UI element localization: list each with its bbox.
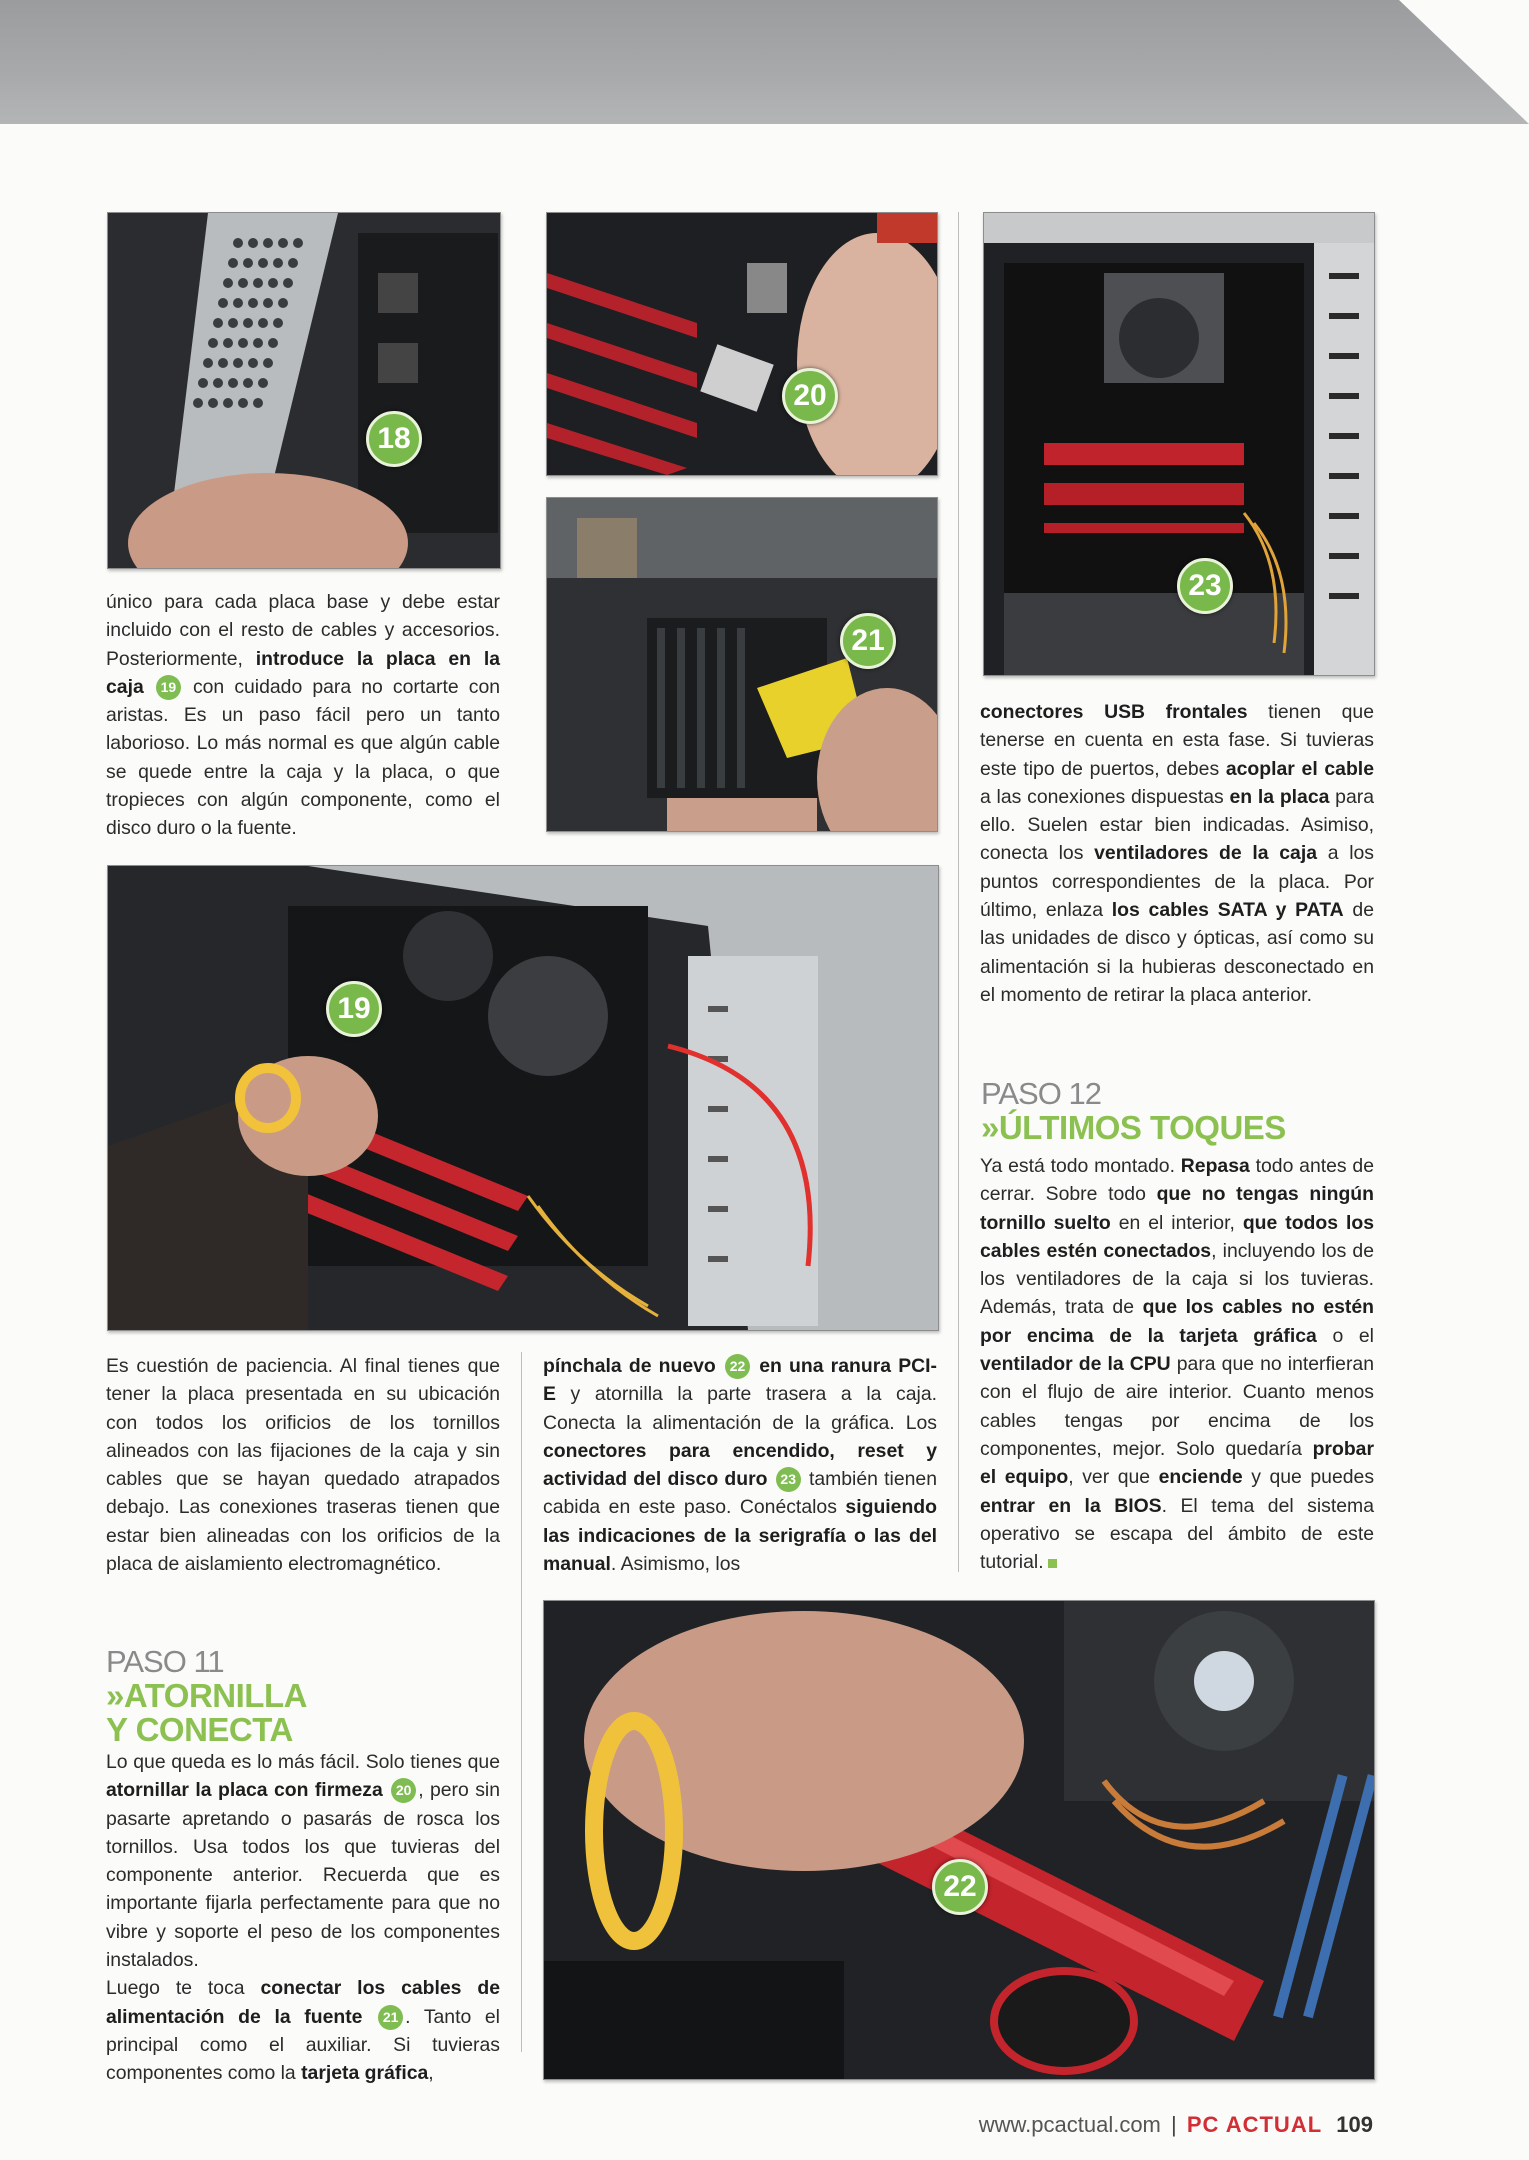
bold-run: enciende (1158, 1466, 1243, 1489)
photo-21-power-cables (546, 497, 938, 832)
photo-20-screwing (546, 212, 938, 476)
step-title: »ÚLTIMOS TOQUES (981, 1109, 1286, 1146)
figure-ref-20: 20 (391, 1778, 416, 1803)
photo-23-installed-board (983, 212, 1375, 676)
figure-ref-21: 21 (378, 2005, 403, 2030)
photo-22-graphics-card (543, 1600, 1375, 2080)
text-run: a los puntos correspondientes de la placa. Por último, enlaza (980, 842, 1374, 922)
magazine-name: PC ACTUAL (1186, 2112, 1323, 2137)
step-title-line-1: »ATORNILLA (106, 1677, 307, 1714)
text-run: . Tanto el principal como el auxiliar. Si tuvieras componentes como la (106, 2005, 500, 2085)
bold-run: en la placa (1229, 785, 1330, 808)
text-run: y atornilla la parte trasera a la caja. Conecta la alimentación de la gráfica. Los (543, 1383, 937, 1434)
text-run: o el (1316, 1324, 1374, 1347)
text-run: para ello. Suelen estar bien indicadas. Asimiso, conecta los (980, 785, 1374, 865)
figure-ref-22: 22 (725, 1354, 750, 1379)
text-run: Ya está todo montado. (980, 1155, 1181, 1177)
step-title-line-2: Y CONECTA (106, 1711, 293, 1748)
text-run: con cuidado para no cortarte con aristas. Es un paso fácil pero un tanto laborioso. Lo más normal es que algún cable se quede entre la caja y la placa, o que tropieces con algún componente, como el disco duro o la fuente. (106, 675, 501, 840)
text-run: todo antes de cerrar. Sobre todo (980, 1155, 1374, 1206)
step-badge-22: 22 (932, 1859, 988, 1915)
col1-top-text (106, 588, 500, 843)
step-badge-20: 20 (782, 368, 838, 424)
text-run: Lo que queda es lo más fácil. Solo tienes que (106, 1751, 500, 1773)
text-run: Luego te toca (106, 1977, 261, 2000)
footer-separator: | (1171, 2112, 1177, 2137)
text-run: , ver que (1068, 1466, 1159, 1489)
step-badge-18: 18 (366, 411, 422, 467)
text-run: también tienen cabida en este paso. Conéctalos (543, 1468, 937, 1519)
text-run: , pero sin pasarte apretando o pasarás de rosca los tornillos. Usa todos los que tuvieras del componente anterior. Recuerda que es importante fijarla perfectamente para que no vibre y soporte el peso de los componentes instalados. (106, 1779, 501, 1972)
col3-text (980, 698, 1374, 1009)
bold-run: conectar los cables de alimentación de la fuente (106, 1977, 500, 2028)
bold-run: que los cables no estén por encima de la tarjeta gráfica (980, 1296, 1374, 1347)
bold-run: atornillar la placa con firmeza (106, 1779, 383, 1802)
step-12-heading (981, 1077, 1375, 1145)
col1-step11-text (106, 1748, 500, 2088)
bold-run: ventilador de la CPU (980, 1353, 1171, 1376)
page-corner (1399, 0, 1529, 124)
step-number: PASO 11 (106, 1644, 224, 1679)
step-number: PASO 12 (981, 1076, 1101, 1111)
column-rule (521, 1352, 522, 2052)
text-run: y que puedes (1242, 1466, 1375, 1489)
footer-url[interactable]: www.pcactual.com (978, 2112, 1161, 2137)
col1-bottom-text (106, 1352, 500, 1578)
text-run: a las conexiones dispuestas (980, 785, 1230, 808)
step-11-heading (106, 1645, 500, 1747)
column-rule (958, 212, 959, 1572)
text-run: . Asimismo, los (610, 1553, 741, 1576)
figure-ref-19: 19 (156, 675, 181, 700)
end-mark (1048, 1559, 1057, 1568)
bold-run: ventiladores de la caja (1094, 842, 1318, 865)
step-badge-19: 19 (326, 981, 382, 1037)
text-run: para que no interfieran con el flujo de aire interior. Cuanto menos cables tengas por encima de los componentes, mejor. Solo quedaría (980, 1353, 1374, 1460)
text-run: , (428, 2062, 434, 2085)
bold-run: introduce la placa en la caja (106, 647, 500, 698)
step-badge-23: 23 (1177, 558, 1233, 614)
bold-run: pínchala de nuevo (543, 1355, 716, 1377)
paragraph: Es cuestión de paciencia. Al final tienes que tener la placa presentada en su ubicación con todos los orificios de los tornillos alineados con las fijaciones de la caja y sin cables que se hayan quedado atrapados debajo. Las conexiones traseras tienen que estar bien alineadas con los orificios de la placa de aislamiento electromagnético. (106, 1355, 500, 1576)
text-run: , incluyendo los de los ventiladores de la caja si los tuvieras. Además, trata de (980, 1239, 1374, 1319)
text-run: de las unidades de disco y ópticas, así como su alimentación si la hubieras desconectado en el momento de retirar la placa anterior. (980, 899, 1374, 1006)
step-badge-21: 21 (840, 613, 896, 669)
text-run: único para cada placa base y debe estar incluido con el resto de cables y accesorios. Posteriormente, (106, 591, 500, 670)
bold-run: probar el equipo (980, 1437, 1374, 1489)
top-band (0, 0, 1529, 124)
bold-run: que todos los cables estén conectados (980, 1211, 1374, 1262)
bold-run: entrar en la BIOS (980, 1494, 1162, 1517)
bold-run: acoplar el cable (1225, 757, 1374, 780)
photo-19-placing-board (107, 865, 939, 1331)
page-footer (979, 2112, 1373, 2138)
bold-run: que no tengas ningún tornillo suelto (980, 1183, 1374, 1234)
text-run: tienen que tenerse en cuenta en esta fase. Si tuvieras este tipo de puertos, debes (980, 701, 1374, 780)
col3-step12-text (980, 1152, 1374, 1576)
bold-run: en una ranura PCI-E (543, 1355, 937, 1406)
bold-run: siguiendo las indicaciones de la serigrafía o las del manual (543, 1496, 937, 1576)
bold-run: conectores para encendido, reset y actividad del disco duro (543, 1439, 937, 1491)
col2-bottom-text (543, 1352, 937, 1578)
page-number: 109 (1336, 2112, 1373, 2137)
text-run: en el interior, (1110, 1211, 1243, 1234)
bold-run: Repasa (1180, 1155, 1250, 1177)
bold-run: los cables SATA y PATA (1111, 899, 1344, 922)
bold-run: tarjeta gráfica (301, 2062, 429, 2085)
bold-run: conectores USB frontales (980, 701, 1248, 723)
figure-ref-23: 23 (776, 1467, 801, 1492)
photo-18-case-back (107, 212, 501, 569)
text-run: . El tema del sistema operativo se escapa del ámbito de este tutorial. (980, 1494, 1374, 1574)
